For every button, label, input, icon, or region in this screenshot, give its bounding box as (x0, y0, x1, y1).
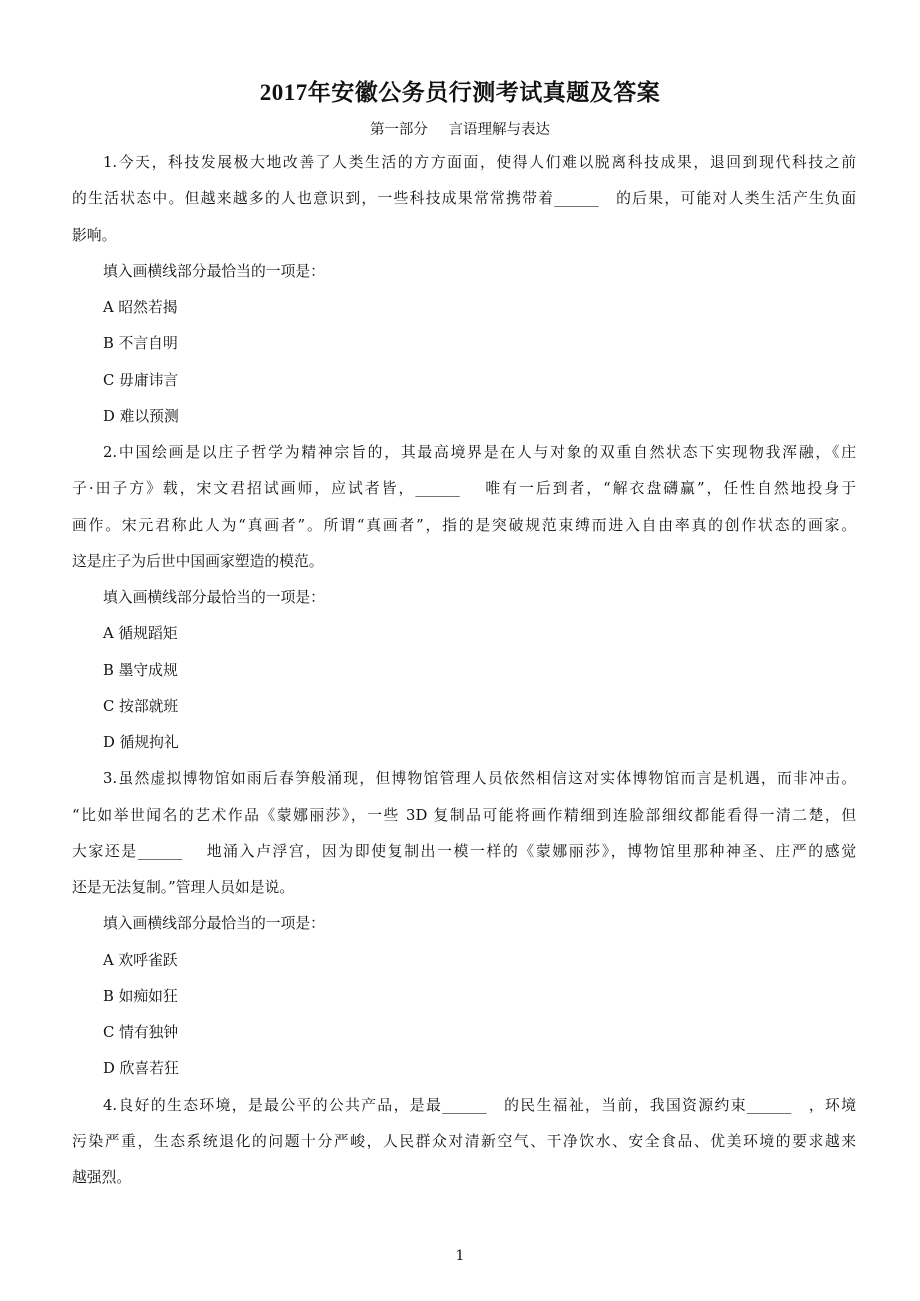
answer-option: B 不言自明 (103, 335, 178, 353)
section-part: 第一部分 (369, 122, 428, 138)
question-4-line: 4.良好的生态环境，是最公平的公共产品，是最______ 的民生福祉，当前，我国资源约束______ ，环境 (103, 1096, 856, 1114)
document-body (72, 145, 856, 1196)
answer-option: C 按部就班 (103, 697, 179, 715)
question-4-line: 越强烈。 (72, 1169, 132, 1186)
answer-option: B 墨守成规 (103, 661, 178, 679)
question-2-line: 画作。宋元君称此人为“真画者”。所谓“真画者”，指的是突破规范束缚而进入自由率真的创作状态的画家。 (72, 516, 856, 534)
answer-option: A 欢呼雀跃 (103, 951, 178, 969)
answer-option: C 毋庸讳言 (103, 371, 179, 389)
question-1-line: 影响。 (72, 226, 117, 244)
question-1-line: 1.今天，科技发展极大地改善了人类生活的方方面面，使得人们难以脱离科技成果，退回到现代科技之前 (103, 154, 856, 171)
answer-option: C 情有独钟 (103, 1024, 179, 1041)
answer-option: D 循规拘礼 (103, 734, 179, 751)
question-3-line: 还是无法复制。”管理人员如是说。 (72, 879, 295, 896)
question-1-line: 的生活状态中。但越来越多的人也意识到，一些科技成果常常携带着______ 的后果，可能对人类生活产生负面 (72, 190, 856, 208)
question-2-line: 子·田子方》载，宋文君招试画师，应试者皆，______ 唯有一后到者，“解衣盘礴赢”，任性自然地投身于 (72, 480, 856, 498)
question-3-line: “比如举世闻名的艺术作品《蒙娜丽莎》，一些 3D 复制品可能将画作精细到连脸部细纹都能看得一清二楚，但 (72, 806, 856, 824)
question-prompt: 填入画横线部分最恰当的一项是： (103, 262, 325, 280)
question-3-line: 3.虽然虚拟博物馆如雨后春笋般涌现，但博物馆管理人员依然相信这对实体博物馆而言是机遇，而非冲击。 (103, 770, 856, 788)
question-4-line: 污染严重，生态系统退化的问题十分严峻，人民群众对清新空气、干净饮水、安全食品、优美环境的要求越来 (72, 1132, 856, 1150)
question-prompt: 填入画横线部分最恰当的一项是： (103, 915, 325, 933)
page-number: 1 (455, 1248, 465, 1264)
question-prompt: 填入画横线部分最恰当的一项是： (103, 589, 325, 606)
question-2-line: 这是庄子为后世中国画家塑造的模范。 (72, 552, 324, 570)
answer-option: A 循规蹈矩 (103, 625, 178, 643)
question-3-line: 大家还是______ 地涌入卢浮宫，因为即使复制出一模一样的《蒙娜丽莎》，博物馆里那种神圣、庄严的感觉 (72, 842, 856, 860)
answer-option: D 难以预测 (103, 407, 179, 425)
section-heading (0, 118, 920, 139)
document-title: 2017年安徽公务员行测考试真题及答案 (259, 80, 661, 105)
answer-option: D 欣喜若狂 (103, 1060, 179, 1078)
answer-option: A 昭然若揭 (103, 299, 178, 316)
answer-option: B 如痴如狂 (103, 987, 178, 1005)
question-2-line: 2.中国绘画是以庄子哲学为精神宗旨的，其最高境界是在人与对象的双重自然状态下实现物我浑融，《庄 (103, 444, 856, 461)
section-name: 言语理解与表达 (448, 122, 551, 138)
